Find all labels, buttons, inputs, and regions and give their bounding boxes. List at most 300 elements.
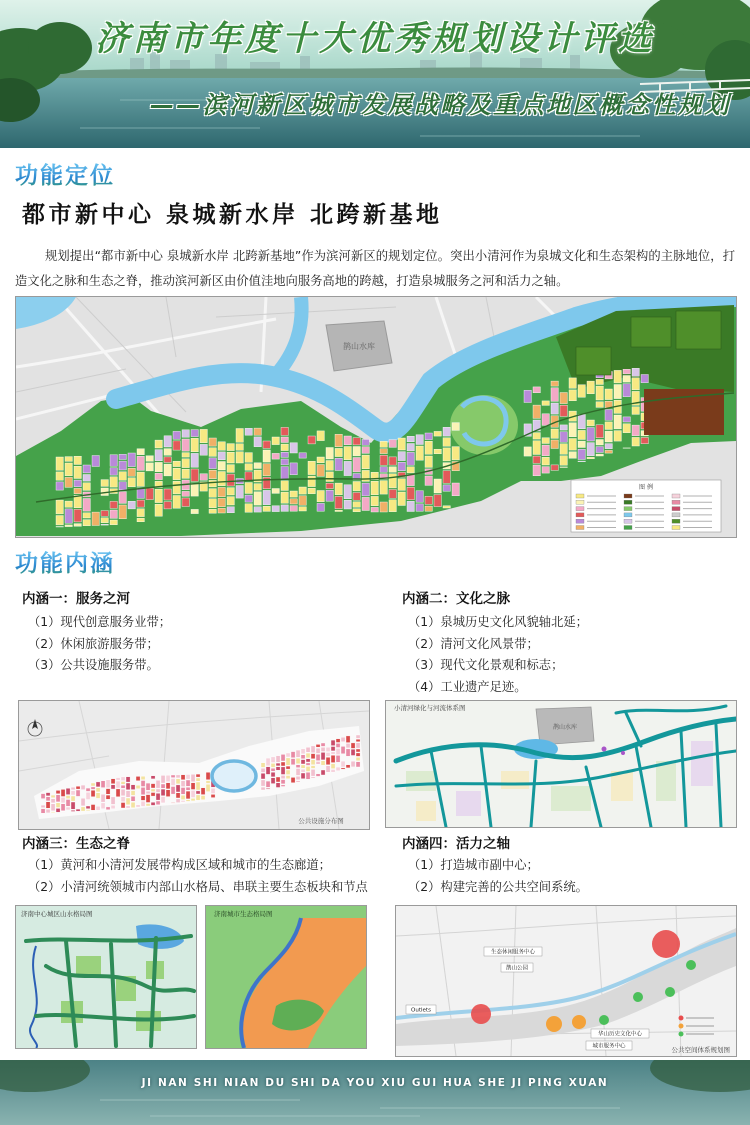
land-parcel [116, 781, 120, 788]
land-parcel [41, 805, 45, 808]
land-parcel [551, 429, 558, 438]
land-parcel [191, 483, 198, 496]
land-parcel [92, 456, 99, 467]
land-parcel [605, 389, 612, 400]
land-parcel [209, 438, 216, 446]
land-parcel [281, 775, 285, 778]
legend-title: 图 例 [639, 484, 653, 491]
heading-functional-connotation: 功能内涵 [15, 551, 115, 577]
land-parcel [317, 503, 324, 511]
land-parcel [362, 455, 369, 469]
land-parcel [316, 754, 320, 760]
land-parcel [191, 430, 198, 437]
legend-swatch [624, 519, 632, 523]
park-lake [212, 761, 256, 791]
land-parcel [83, 513, 90, 518]
land-parcel [614, 431, 621, 442]
land-parcel [111, 779, 115, 784]
land-parcel [356, 739, 360, 742]
land-parcel [281, 785, 285, 787]
land-parcel [66, 807, 70, 810]
land-parcel [346, 765, 350, 768]
land-parcel [121, 777, 125, 781]
land-parcel [316, 762, 320, 765]
land-parcel [245, 453, 252, 463]
land-parcel [623, 384, 630, 397]
land-parcel [76, 790, 80, 796]
land-parcel [569, 390, 576, 401]
land-parcel [209, 489, 216, 498]
land-parcel [74, 480, 81, 487]
land-parcel [155, 450, 162, 461]
connotation-1-points [28, 612, 171, 677]
land-parcel [281, 427, 288, 435]
land-parcel [587, 428, 594, 442]
legend-swatch [672, 500, 680, 504]
land-parcel [335, 434, 342, 447]
land-parcel [74, 456, 81, 464]
land-parcel [551, 381, 558, 386]
land-parcel [308, 461, 315, 474]
land-parcel [542, 467, 549, 474]
land-parcel [83, 499, 90, 512]
land-parcel [254, 428, 261, 435]
land-parcel [209, 458, 216, 469]
land-parcel [176, 785, 180, 792]
land-parcel [46, 802, 50, 808]
land-parcel [416, 504, 423, 511]
land-parcel [263, 464, 270, 476]
public-space-svg [396, 906, 736, 1056]
land-parcel [126, 777, 130, 782]
land-parcel [227, 444, 234, 451]
land-parcel [206, 781, 210, 784]
land-parcel [91, 790, 95, 796]
land-parcel [181, 788, 185, 795]
land-parcel [353, 447, 360, 456]
land-parcel [166, 783, 170, 789]
land-parcel [281, 762, 285, 766]
land-parcel [119, 472, 126, 481]
land-parcel [281, 481, 288, 491]
land-parcel [362, 447, 369, 454]
land-parcel [171, 787, 175, 795]
connotation-2-point: （3）现代文化景观和标志； [408, 658, 564, 672]
reservoir-label: 鹊山水库 [343, 342, 375, 351]
land-parcel [271, 778, 275, 784]
land-parcel [83, 520, 90, 526]
connotation-3-points [28, 855, 368, 898]
land-parcel [119, 505, 126, 519]
land-parcel [161, 775, 165, 783]
land-parcel [209, 499, 216, 508]
connotation-4-title: 内涵四：活力之轴 [402, 836, 510, 852]
land-parcel [191, 774, 195, 782]
land-parcel [71, 787, 75, 790]
land-parcel [336, 739, 340, 743]
land-parcel [326, 490, 333, 501]
land-parcel [126, 806, 130, 809]
land-parcel [111, 785, 115, 789]
land-parcel [191, 469, 198, 481]
land-parcel [137, 518, 144, 522]
land-parcel [596, 386, 603, 400]
footer-pinyin: JI NAN SHI NIAN DU SHI DA YOU XIU GUI HUA SHE JI PING XUAN [141, 1077, 609, 1089]
land-parcel [389, 440, 396, 448]
land-parcel [101, 781, 105, 788]
public-facilities-map [18, 700, 370, 830]
connotation-1-point: （3）公共设施服务带。 [28, 658, 159, 672]
legend-swatch [576, 526, 584, 530]
land-parcel [65, 501, 72, 507]
land-parcel [272, 437, 279, 445]
land-parcel [74, 488, 81, 493]
land-parcel [155, 489, 162, 502]
land-parcel [141, 787, 145, 794]
legend-swatch [624, 526, 632, 530]
land-parcel [182, 491, 189, 496]
connotation-2-title: 内涵二：文化之脉 [402, 591, 510, 607]
land-parcel [86, 792, 90, 799]
land-parcel [353, 502, 360, 507]
land-parcel [196, 795, 200, 800]
land-parcel [218, 508, 225, 513]
land-parcel [542, 401, 549, 406]
public-space-map [395, 905, 737, 1057]
land-parcel [106, 795, 110, 799]
land-parcel [434, 449, 441, 454]
land-parcel [301, 769, 305, 772]
land-parcel [533, 441, 540, 455]
land-parcel [56, 803, 60, 808]
land-parcel [308, 488, 315, 493]
land-parcel [335, 458, 342, 470]
land-parcel [346, 743, 350, 748]
land-parcel [425, 506, 432, 511]
land-parcel [56, 457, 63, 470]
land-parcel [245, 495, 252, 502]
land-parcel [296, 781, 300, 783]
land-parcel [272, 506, 279, 512]
land-parcel [632, 378, 639, 390]
land-parcel [56, 472, 63, 480]
land-parcel [182, 498, 189, 507]
land-parcel [65, 477, 72, 487]
land-parcel [344, 485, 351, 499]
land-parcel [91, 805, 95, 811]
land-parcel [316, 748, 320, 753]
land-parcel [56, 808, 60, 812]
land-parcel [86, 806, 90, 809]
land-parcel [344, 447, 351, 460]
land-parcel [306, 759, 310, 762]
land-parcel [335, 483, 342, 495]
land-parcel [641, 438, 648, 444]
land-parcel [155, 462, 162, 471]
land-parcel [443, 471, 450, 484]
land-parcel [101, 518, 108, 523]
land-parcel [176, 775, 180, 778]
land-parcel [141, 776, 145, 780]
land-parcel [452, 423, 459, 431]
land-parcel [173, 496, 180, 509]
land-parcel [71, 796, 75, 801]
land-parcel [443, 427, 450, 436]
land-parcel [291, 759, 295, 765]
land-parcel [331, 764, 335, 769]
land-parcel [281, 444, 288, 451]
legend-swatch [672, 519, 680, 523]
land-parcel [356, 753, 360, 757]
landscape-pattern-map [15, 905, 197, 1049]
land-parcel [290, 491, 297, 497]
land-parcel [296, 769, 300, 776]
land-parcel [299, 453, 306, 458]
land-parcel [146, 488, 153, 499]
land-parcel [83, 483, 90, 491]
land-parcel [286, 776, 290, 779]
land-parcel [533, 465, 540, 476]
land-parcel [74, 509, 81, 522]
land-parcel [209, 448, 216, 457]
land-parcel [271, 772, 275, 777]
land-parcel [218, 498, 225, 506]
land-parcel [261, 768, 265, 772]
land-parcel [164, 449, 171, 456]
land-parcel [151, 789, 155, 792]
land-parcel [356, 757, 360, 761]
land-parcel [416, 446, 423, 460]
land-parcel [209, 509, 216, 513]
poster-subtitle: ——滨河新区城市发展战略及重点地区概念性规划 [150, 91, 731, 119]
land-parcel [110, 510, 117, 518]
land-parcel [344, 461, 351, 475]
public-facilities-svg [19, 701, 369, 829]
connotation-4-points [408, 855, 588, 898]
land-parcel [266, 781, 270, 787]
land-parcel [443, 438, 450, 447]
land-parcel [166, 775, 170, 782]
land-parcel [407, 452, 414, 465]
land-parcel [266, 758, 270, 766]
land-parcel [65, 509, 72, 523]
land-parcel [551, 388, 558, 402]
land-parcel [236, 452, 243, 463]
land-parcel [380, 502, 387, 512]
land-parcel [389, 490, 396, 499]
land-parcel [227, 474, 234, 486]
land-parcel [632, 437, 639, 446]
land-parcel [245, 464, 252, 471]
connotation-3-point: （2）小清河统领城市内部山水格局、串联主要生态板块和节点 [28, 879, 368, 894]
land-parcel [311, 777, 315, 778]
land-parcel [623, 417, 630, 422]
land-parcel [71, 802, 75, 809]
footer-water [0, 1060, 750, 1125]
land-parcel [254, 492, 261, 505]
land-parcel [336, 743, 340, 747]
land-parcel [371, 496, 378, 505]
land-parcel [286, 770, 290, 775]
land-parcel [181, 775, 185, 780]
land-parcel [110, 477, 117, 487]
land-parcel [74, 524, 81, 527]
land-parcel [65, 457, 72, 462]
connotation-1-title: 内涵一：服务之河 [22, 591, 130, 607]
land-parcel [206, 772, 210, 779]
land-parcel [81, 785, 85, 790]
land-parcel [119, 492, 126, 504]
land-parcel [452, 447, 459, 460]
connotation-2-point: （4）工业遗产足迹。 [408, 679, 527, 694]
land-parcel [261, 787, 265, 790]
land-parcel [146, 795, 150, 803]
land-parcel [137, 509, 144, 517]
label-eco-leisure-center: 生态休闲服务中心 [490, 949, 536, 956]
land-parcel [578, 415, 585, 429]
land-parcel [111, 805, 115, 809]
land-parcel [74, 466, 81, 478]
land-parcel [46, 809, 50, 813]
connotation-3-title: 内涵三：生态之脊 [22, 836, 130, 852]
land-parcel [353, 438, 360, 445]
land-parcel [281, 505, 288, 512]
land-parcel [587, 420, 594, 426]
land-parcel [141, 781, 145, 787]
land-parcel [560, 425, 567, 430]
land-parcel [96, 782, 100, 787]
land-parcel [306, 763, 310, 766]
land-parcel [276, 763, 280, 766]
land-parcel [362, 439, 369, 445]
land-parcel [286, 766, 290, 769]
map-caption: 济南城市生态格局图 [214, 910, 273, 918]
land-parcel [596, 379, 603, 384]
land-parcel [605, 444, 612, 449]
land-parcel [106, 789, 110, 795]
land-parcel [186, 775, 190, 780]
land-parcel [291, 752, 295, 758]
land-parcel [155, 473, 162, 479]
land-parcel [271, 768, 275, 771]
land-parcel [407, 501, 414, 511]
land-parcel [182, 469, 189, 478]
land-parcel [96, 793, 100, 799]
land-parcel [176, 793, 180, 798]
land-parcel [146, 804, 150, 807]
land-parcel [171, 803, 175, 804]
land-parcel [176, 779, 180, 784]
industrial-block [644, 389, 724, 435]
land-parcel [306, 747, 310, 752]
land-parcel [191, 509, 198, 513]
land-parcel [71, 791, 75, 795]
land-parcel [276, 777, 280, 782]
land-parcel [306, 772, 310, 779]
land-parcel [443, 485, 450, 491]
land-parcel [542, 457, 549, 465]
land-parcel [121, 797, 125, 802]
land-parcel [434, 479, 441, 493]
land-parcel [173, 441, 180, 450]
legend-swatch [672, 526, 680, 530]
land-parcel [301, 749, 305, 754]
land-parcel [596, 440, 603, 446]
land-parcel [353, 493, 360, 501]
land-parcel [331, 747, 335, 751]
river-system-svg [386, 701, 736, 827]
legend-swatch [576, 500, 584, 504]
land-parcel [164, 436, 171, 447]
connotation-4-point: （2）构建完善的公共空间系统。 [408, 879, 588, 894]
land-parcel [156, 789, 160, 792]
land-parcel [136, 785, 140, 788]
land-parcel [65, 463, 72, 476]
land-parcel [306, 753, 310, 758]
land-parcel [128, 478, 135, 487]
land-parcel [331, 770, 335, 773]
land-parcel [336, 755, 340, 762]
land-parcel [317, 431, 324, 441]
land-parcel [623, 424, 630, 433]
land-parcel [261, 763, 265, 768]
land-parcel [181, 801, 185, 803]
land-parcel [321, 770, 325, 775]
land-parcel [173, 461, 180, 466]
land-parcel [128, 468, 135, 476]
legend-swatch [672, 513, 680, 517]
land-parcel [346, 749, 350, 756]
land-parcel [121, 803, 125, 809]
land-parcel [263, 441, 270, 448]
land-parcel [200, 444, 207, 455]
land-parcel [605, 450, 612, 453]
landscape-pattern-svg [16, 906, 196, 1048]
land-parcel [83, 465, 90, 473]
land-parcel [326, 461, 333, 471]
land-parcel [331, 752, 335, 755]
land-parcel [632, 407, 639, 415]
land-parcel [542, 438, 549, 444]
land-parcel [407, 487, 414, 499]
land-parcel [425, 496, 432, 504]
land-parcel [326, 773, 330, 774]
land-parcel [245, 483, 252, 494]
land-parcel [146, 456, 153, 462]
land-parcel [164, 489, 171, 500]
land-parcel [281, 452, 288, 457]
heading-functional-positioning: 功能定位 [15, 163, 115, 189]
land-parcel [155, 504, 162, 516]
land-parcel [341, 761, 345, 767]
land-parcel [301, 760, 305, 764]
land-parcel [56, 790, 60, 793]
land-parcel [560, 405, 567, 416]
land-parcel [321, 743, 325, 746]
land-parcel [151, 784, 155, 788]
land-parcel [186, 787, 190, 790]
land-parcel [186, 791, 190, 799]
land-parcel [623, 376, 630, 383]
land-parcel [86, 788, 90, 791]
land-parcel [66, 788, 70, 794]
land-parcel [209, 480, 216, 487]
land-parcel [578, 449, 585, 459]
land-parcel [351, 749, 355, 755]
land-parcel [110, 501, 117, 508]
legend-swatch [624, 494, 632, 498]
land-parcel [71, 810, 75, 811]
